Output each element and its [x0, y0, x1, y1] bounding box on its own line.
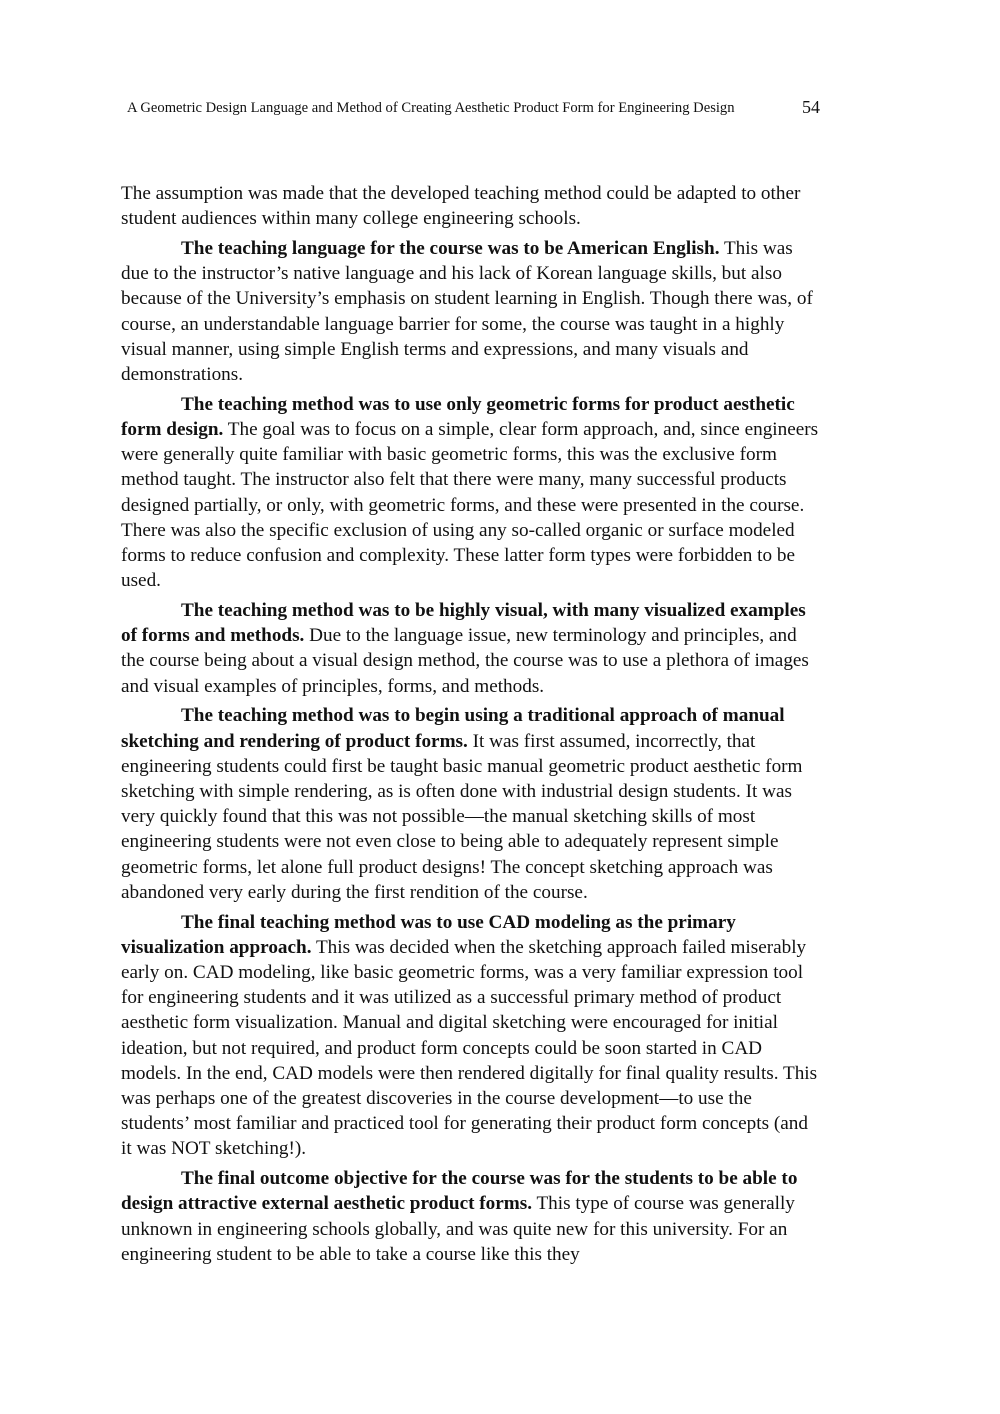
paragraph-lead: The teaching language for the course was to be American English.	[181, 238, 720, 259]
paragraph-lead: The teaching method was to begin using a traditional approach of manual sketching and rendering of product forms.	[121, 705, 785, 752]
paragraph-text: This type of course was generally unknown in engineering schools globally, and was quite new for this university. For an engineering student to be able to take a course like this they	[121, 1193, 795, 1265]
header-title: A Geometric Design Language and Method of Creating Aesthetic Product Form for Engineering Design	[127, 100, 735, 116]
paragraph-manual-sketching	[121, 703, 823, 905]
body-text	[121, 181, 823, 1272]
paragraph-outcome-objective	[121, 1166, 823, 1267]
paragraph-geometric-forms	[121, 392, 823, 594]
paragraph-assumption	[121, 181, 823, 231]
paragraph-text: Due to the language issue, new terminology and principles, and the course being about a visual design method, the course was to use a plethora of images and visual examples of principles, forms, and methods.	[121, 625, 809, 697]
paragraph-lead: The teaching method was to use only geometric forms for product aesthetic form design.	[121, 393, 795, 441]
paragraph-text: This was decided when the sketching approach failed miserably early on. CAD modeling, like basic geometric forms, was a very familiar expression tool for engineering students and it was utilized as a successful primary method of product aesthetic form visualization. Manual and digital sketching were encouraged for initial ideation, but not required, and product form concepts could be soon started in CAD models. In the end, CAD models were then rendered digitally for final quality results. This was perhaps one of the greatest discoveries in the course development—to use the students’ most familiar and practiced tool for generating their product form concepts (and it was NOT sketching!).	[121, 936, 818, 1160]
paragraph-text: It was first assumed, incorrectly, that engineering students could first be taught basic manual geometric product aesthetic form sketching with simple rendering, as is often done with industrial design students. It was very quickly found that this was not possible—the manual sketching skills of most engineering students were not even close to being able to adequately represent simple geometric forms, let alone full product designs! The concept sketching approach was abandoned very early during the first rendition of the course.	[121, 730, 803, 903]
paragraph-lead: The final teaching method was to use CAD modeling as the primary visualization approach.	[121, 911, 736, 958]
paragraph-text: This was due to the instructor’s native language and his lack of Korean language skills, but also because of the University’s emphasis on student learning in English. Though there was, of course, an understandable language barrier for some, the course was taught in a highly visual manner, using simple English terms and expressions, and many visuals and demonstrations.	[121, 238, 813, 386]
paragraph-lead: The teaching method was to be highly visual, with many visualized examples of forms and methods.	[121, 600, 806, 647]
running-header	[127, 96, 820, 120]
paragraph-text: The assumption was made that the developed teaching method could be adapted to other student audiences within many college engineering schools.	[121, 183, 801, 230]
paragraph-cad-modeling	[121, 910, 823, 1162]
page-number: 54	[802, 97, 820, 117]
paragraph-lead: The final outcome objective for the course was for the students to be able to design attractive external aesthetic product forms.	[121, 1168, 798, 1215]
paragraph-text: The goal was to focus on a simple, clear form approach, and, since engineers were generally quite familiar with basic geometric forms, this was the exclusive form method taught. The instructor also felt that there were many, many successful products designed partially, or only, with geometric forms, and these were presented in the course. There was also the specific exclusion of using any so-called organic or surface modeled forms to reduce confusion and complexity. These latter form types were forbidden to be used.	[121, 419, 819, 592]
paragraph-highly-visual	[121, 598, 823, 699]
paragraph-teaching-language	[121, 236, 823, 387]
